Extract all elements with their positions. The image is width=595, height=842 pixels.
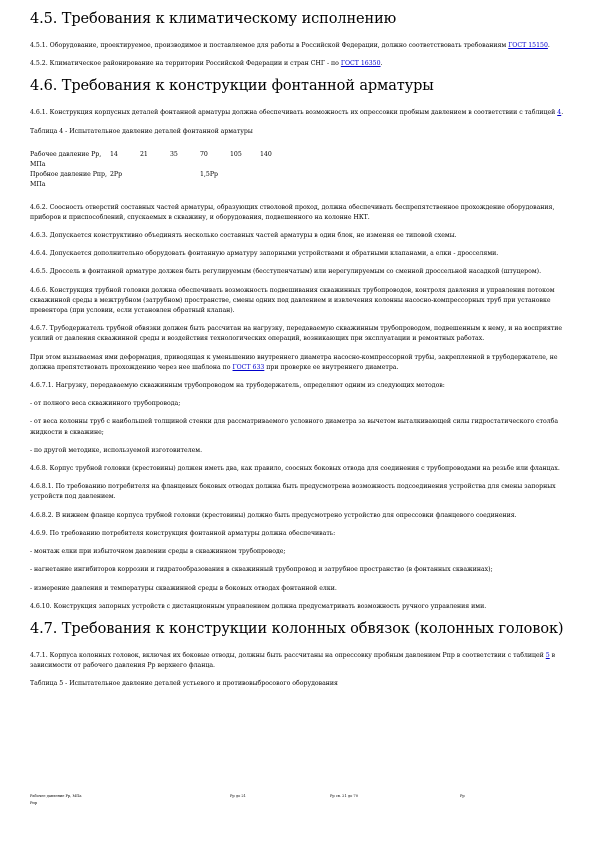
section-4-6-heading: 4.6. Требования к конструкции фонтанной арматуры [30, 78, 434, 95]
table-cell: 21 [140, 150, 148, 158]
table-5-link[interactable]: 5 [545, 651, 550, 659]
paragraph-4-5-2-text: 4.5.2. Климатическое районирование на территории Российской Федерации и стран СНГ - по [30, 60, 341, 68]
paragraph-4-7-1-text: 4.7.1. Корпуса колонных головок, включая их боковые отводы, должны быть рассчитаны на опрессовку пробным давлением Рпр в соответствии с таблицей [30, 651, 546, 659]
paragraph-4-6-5: 4.6.5. Дроссель в фонтанной арматуре должен быть регулируемым (бесступенчатым) или нерегулируемым со сменной дроссельной насадкой (штуцером). [30, 268, 542, 276]
table-4-caption: Таблица 4 - Испытательное давление деталей фонтанной арматуры [30, 127, 253, 135]
paragraph-4-6-1-text: 4.6.1. Конструкция корпусных деталей фонтанной арматуры должна обеспечивать возможность их опрессовки пробным давлением в соответствии с таблицей [30, 109, 558, 117]
paragraph-4-6-8: 4.6.8. Корпус трубной головки (крестовины) должен иметь два, как правило, соосных боковых отвода для соединения с трубопроводами на резьбе или фланцах. [30, 465, 560, 473]
table-cell: Рпр [30, 801, 38, 805]
table-cell: Пробное давление Рпр, МПа [30, 171, 107, 189]
table-row [30, 801, 570, 808]
table-row [30, 794, 570, 801]
table-4 [30, 150, 290, 191]
paragraph-4-6-7: 4.6.7. Трубодержатель трубной обвязки должен быть рассчитан на нагрузку, передаваемую скважинным трубопроводом, подвешенным к нему, и на восприятие усилий от давления скважинной среды и воздействия технологических операций, возникающих при эксплуатации и ремонтных работах. [30, 325, 563, 343]
paragraph-4-5-2 [30, 59, 570, 69]
paragraph-4-6-3: 4.6.3. Допускается конструктивно объединять несколько составных частей арматуры в один блок, не изменяя ее типовой схемы. [30, 232, 457, 240]
table-cell: 105 [230, 150, 242, 158]
paragraph-4-6-7-continued-end: при проверке ее внутреннего диаметра. [264, 363, 399, 371]
section-4-7-heading: 4.7. Требования к конструкции колонных обвязок (колонных головок) [30, 620, 564, 637]
table-5-caption: Таблица 5 - Испытательное давление деталей устьевого и противовыбросового оборудования [30, 680, 338, 688]
table-cell: Рр св. 21 до 70 [330, 794, 358, 798]
paragraph-4-5-1-text: 4.5.1. Оборудование, проектируемое, производимое и поставляемое для работы в Российской Федерации, должно соответствовать требованиям [30, 42, 509, 49]
list-item: - от полного веса скважинного трубопровода; [30, 400, 181, 408]
section-4-5-heading: 4.5. Требования к климатическому исполнению [30, 11, 397, 27]
paragraph-4-6-4: 4.6.4. Допускается дополнительно оборудовать фонтанную арматуру запорными устройствами и обратными клапанами, а елки - дросселями. [30, 250, 499, 258]
list-item: - от веса колонны труб с наибольшей толщиной стенки для рассматриваемого условного диаметра за вычетом выталкивающей силы гидростатического столба жидкости в скважине; [30, 418, 559, 436]
paragraph-4-5-2-end: . [380, 60, 383, 68]
gost-16350-link[interactable]: ГОСТ 16350 [340, 60, 381, 68]
table-cell: 14 [110, 150, 118, 158]
list-item: - монтаж елки при избыточном давлении среды в скважинном трубопроводе; [30, 548, 286, 556]
paragraph-4-5-1 [30, 41, 570, 51]
paragraph-4-6-7-continued-text: При этом вызываемая ими деформация, приводящая к уменьшению внутреннего диаметра насосно-компрессорной трубы, закрепленной в трубодержателе, не должна препятствовать прохождению через нее шаблона по [30, 353, 558, 371]
table-cell: 35 [170, 150, 178, 158]
table-cell: Рр [460, 794, 465, 798]
paragraph-4-6-2: 4.6.2. Соосность отверстий составных частей арматуры, образующих стволовой проход, должна обеспечивать беспрепятственное прохождение оборудования, приборов и приспособлений, спускаемых в скважину, и оборудования, подвешенного на колонне НКТ. [30, 203, 555, 221]
table-cell: Рабочее давление Рр, МПа [30, 150, 102, 169]
table-cell: 1,5Рр [200, 171, 218, 179]
gost-15150-link[interactable]: ГОСТ 15150 [508, 42, 548, 49]
paragraph-4-6-1 [30, 108, 570, 118]
paragraph-4-6-1-end: . [561, 109, 564, 117]
table-cell: Рабочее давление Рр, МПа [30, 794, 82, 798]
table-4-link[interactable]: 4 [557, 109, 562, 117]
paragraph-4-6-8-2: 4.6.8.2. В нижнем фланце корпуса трубной головки (крестовины) должно быть предусмотрено устройство для опрессовки фланцевого соединения. [30, 511, 517, 519]
paragraph-4-6-6: 4.6.6. Конструкция трубной головки должна обеспечивать возможность подвешивания скважинных трубопроводов, контроля давления и управления потоком скважинной среды в межтрубном (затрубном) пространстве, смены одних под давлением и извлечения колонны насосно-компрессорных труб при установке превентора (при условии, если установлен обратный клапан). [30, 286, 555, 315]
paragraph-4-5-1-end: . [547, 42, 550, 49]
table-5-fragment [30, 794, 570, 808]
paragraph-4-7-1-end: в зависимости от рабочего давления Рр верхнего фланца. [30, 651, 556, 670]
document-page [30, 10, 570, 698]
paragraph-4-6-9: 4.6.9. По требованию потребителя конструкция фонтанной арматуры должна обеспечивать: [30, 529, 336, 537]
paragraph-4-7-1 [30, 651, 570, 671]
list-item: - по другой методике, используемой изготовителем. [30, 446, 203, 454]
paragraph-4-6-8-1: 4.6.8.1. По требованию потребителя на фланцевых боковых отводах должна быть предусмотрена возможность подсоединения устройства для смены запорных устройств под давлением. [30, 483, 556, 501]
table-cell: 70 [200, 150, 208, 158]
paragraph-4-6-7-1: 4.6.7.1. Нагрузку, передаваемую скважинным трубопроводом на трубодержатель, определяют одним из следующих методов: [30, 382, 445, 390]
table-row [30, 150, 290, 170]
paragraph-4-6-10: 4.6.10. Конструкция запорных устройств с дистанционным управлением должна предусматривать возможность ручного управления ими. [30, 602, 487, 610]
paragraph-4-6-7-continued [30, 353, 570, 373]
list-item: - нагнетание ингибиторов коррозии и гидратообразования в скважинный трубопровод и затрубное пространство (в фонтанных скважинах); [30, 566, 493, 574]
table-row [30, 170, 290, 190]
table-cell: Рр до 21 [230, 794, 246, 798]
gost-633-link[interactable]: ГОСТ 633 [232, 363, 265, 371]
table-cell: 2Рр [110, 171, 123, 179]
list-item: - измерение давления и температуры скважинной среды в боковых отводах фонтанной елки. [30, 584, 337, 592]
table-cell: 140 [260, 150, 272, 158]
